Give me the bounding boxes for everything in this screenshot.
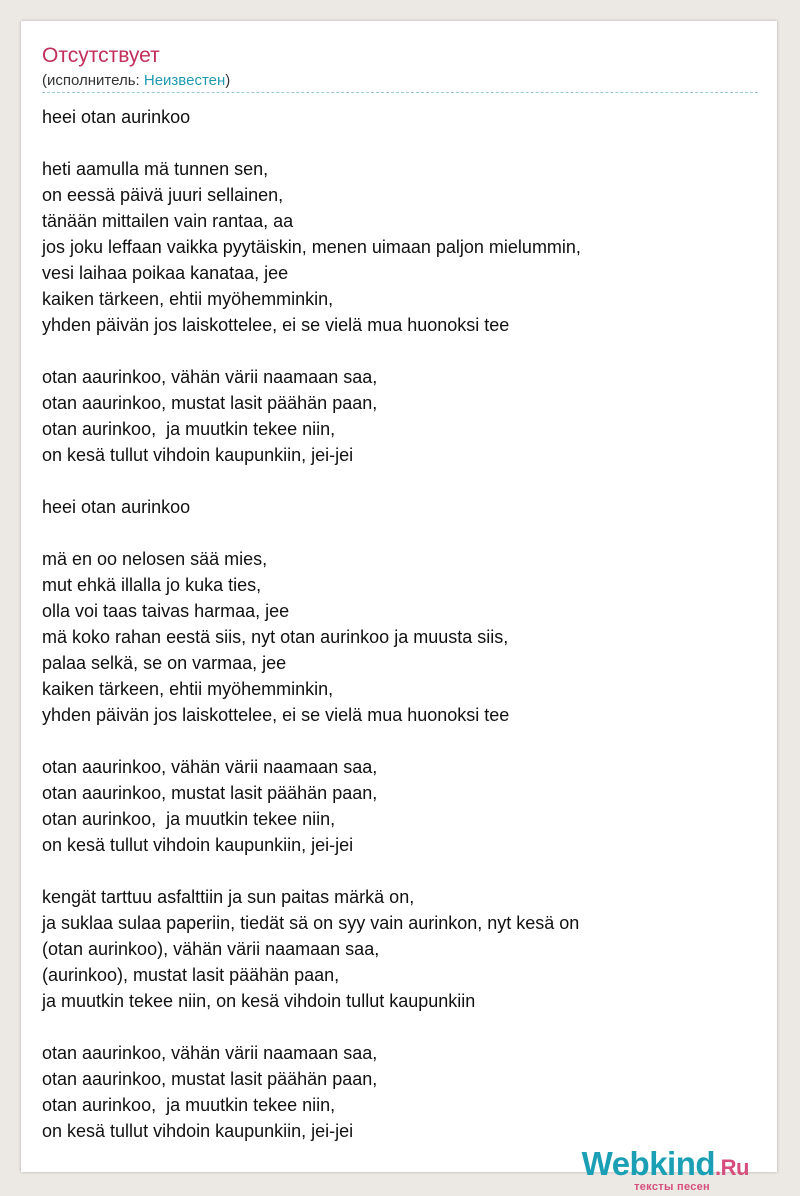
title-divider [42,92,758,93]
lyrics-line: palaa selkä, se on varmaa, jee [42,653,287,673]
lyrics-line: yhden päivän jos laiskottelee, ei se vielä mua huonoksi tee [42,705,510,725]
lyrics-stanza [42,754,762,858]
lyrics-line: on kesä tullut vihdoin kaupunkiin, jei-jei [42,835,354,855]
lyrics-line: on kesä tullut vihdoin kaupunkiin, jei-jei [42,445,354,465]
lyrics-line: tänään mittailen vain rantaa, aa [42,211,294,231]
lyrics-line: yhden päivän jos laiskottelee, ei se vielä mua huonoksi tee [42,315,510,335]
lyrics-line: vesi laihaa poikaa kanataa, jee [42,263,289,283]
lyrics-stanza [42,156,762,338]
lyrics-line: (otan aurinkoo), vähän värii naamaan saa, [42,939,380,959]
lyrics-line: (aurinkoo), mustat lasit päähän paan, [42,965,340,985]
artist-link[interactable]: Неизвестен [143,72,226,89]
artist-line [42,71,230,91]
lyrics-stanza [42,1040,762,1144]
lyrics-line: otan aaurinkoo, mustat lasit päähän paan, [42,783,378,803]
lyrics-line: otan aurinkoo, ja muutkin tekee niin, [42,1095,336,1115]
lyrics-stanza [42,884,762,1014]
lyrics-stanza [42,546,762,728]
lyrics-line: otan aaurinkoo, vähän värii naamaan saa, [42,1043,378,1063]
lyrics-card [21,21,777,1193]
lyrics-line: heei otan aurinkoo [42,107,191,127]
lyrics-line: heei otan aurinkoo [42,497,191,517]
brand-tld: .Ru [715,1155,749,1180]
lyrics-line: otan aaurinkoo, mustat lasit päähän paan, [42,393,378,413]
lyrics-line: on kesä tullut vihdoin kaupunkiin, jei-jei [42,1121,354,1141]
lyrics-line: otan aaurinkoo, vähän värii naamaan saa, [42,367,378,387]
brand-tagline: тексты песен [634,1181,710,1193]
lyrics-line: otan aaurinkoo, mustat lasit päähän paan, [42,1069,378,1089]
artist-suffix: ) [225,72,231,89]
lyrics-stanza [42,364,762,468]
lyrics-line: olla voi taas taivas harmaa, jee [42,601,290,621]
song-title: Отсутствует [42,44,160,67]
lyrics-line: jos joku leffaan vaikka pyytäiskin, menen uimaan paljon mielummin, [42,237,581,257]
brand-name: Webkind [581,1145,716,1182]
lyrics-stanza [42,494,762,520]
lyrics-line: otan aurinkoo, ja muutkin tekee niin, [42,809,336,829]
lyrics-line: kaiken tärkeen, ehtii myöhemminkin, [42,679,334,699]
lyrics-line: mä en oo nelosen sää mies, [42,549,268,569]
lyrics-line: kengät tarttuu asfalttiin ja sun paitas märkä on, [42,887,415,907]
lyrics-line: ja suklaa sulaa paperiin, tiedät sä on syy vain aurinkon, nyt kesä on [42,913,580,933]
lyrics-stanza [42,104,762,130]
lyrics-line: heti aamulla mä tunnen sen, [42,159,269,179]
artist-prefix: (исполнитель: [42,72,144,89]
lyrics-line: on eessä päivä juuri sellainen, [42,185,284,205]
lyrics-line: mä koko rahan eestä siis, nyt otan aurinkoo ja muusta siis, [42,627,509,647]
lyrics-line: mut ehkä illalla jo kuka ties, [42,575,262,595]
lyrics-line: kaiken tärkeen, ehtii myöhemminkin, [42,289,334,309]
lyrics-text [42,104,762,1170]
lyrics-line: otan aaurinkoo, vähän värii naamaan saa, [42,757,378,777]
brand-logo[interactable] [582,1147,749,1185]
lyrics-line: ja muutkin tekee niin, on kesä vihdoin tullut kaupunkiin [42,991,476,1011]
lyrics-line: otan aurinkoo, ja muutkin tekee niin, [42,419,336,439]
